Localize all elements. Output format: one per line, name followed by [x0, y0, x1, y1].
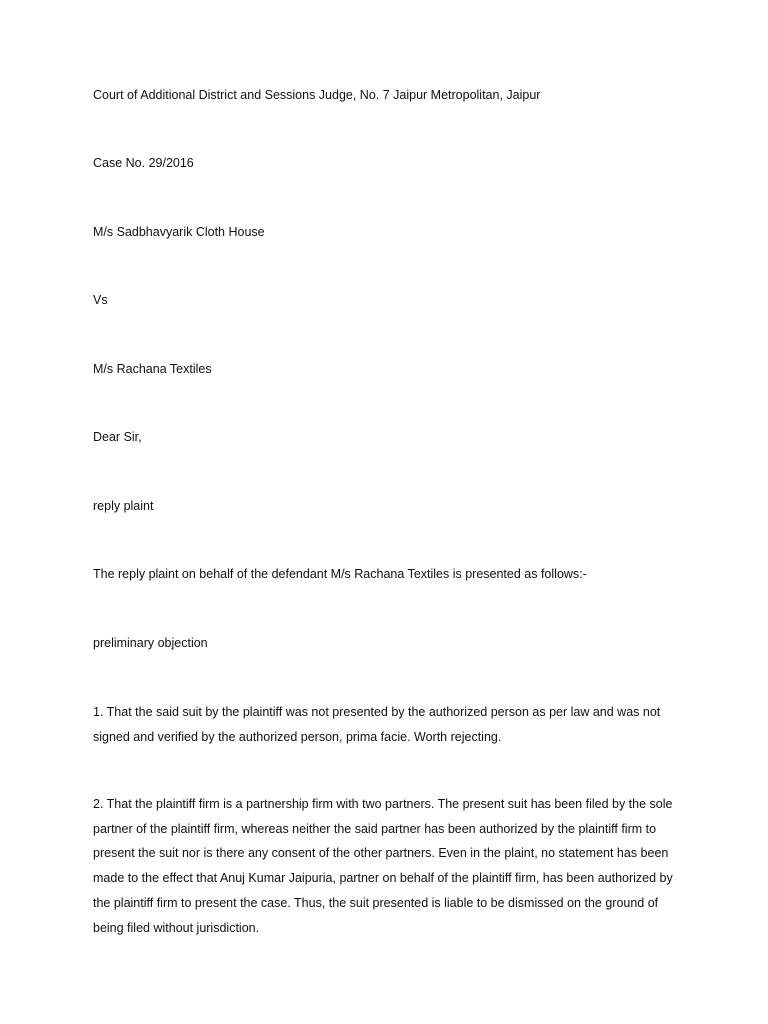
- document-heading: reply plaint: [93, 499, 154, 513]
- plaintiff-name: M/s Sadbhavyarik Cloth House: [93, 225, 265, 239]
- court-name: Court of Additional District and Sessions Judge, No. 7 Jaipur Metropolitan, Jaipur: [93, 88, 541, 102]
- defendant-name: M/s Rachana Textiles: [93, 362, 212, 376]
- objection-paragraph-1: 1. That the said suit by the plaintiff was not presented by the authorized person as per law and was not signed and verified by the authorized person, prima facie. Worth rejecting.: [93, 705, 661, 744]
- case-number: Case No. 29/2016: [93, 156, 194, 170]
- objection-paragraph-2: 2. That the plaintiff firm is a partnership firm with two partners. The present suit has been filed by the sole partner of the plaintiff firm, whereas neither the said partner has been authorized by the plaintiff firm to present the suit nor is there any consent of the other partners. Even in the plaint, no statement has been made to the effect that Anuj Kumar Jaipuria, partner on behalf of the plaintiff firm, has been authorized by the plaintiff firm to present the case. Thus, the suit presented is liable to be dismissed on the ground of being filed without jurisdiction.: [93, 797, 673, 935]
- versus-text: Vs: [93, 293, 108, 307]
- salutation: Dear Sir,: [93, 430, 142, 444]
- preliminary-objection-heading: preliminary objection: [93, 636, 208, 650]
- intro-paragraph: The reply plaint on behalf of the defendant M/s Rachana Textiles is presented as follows:-: [93, 567, 587, 581]
